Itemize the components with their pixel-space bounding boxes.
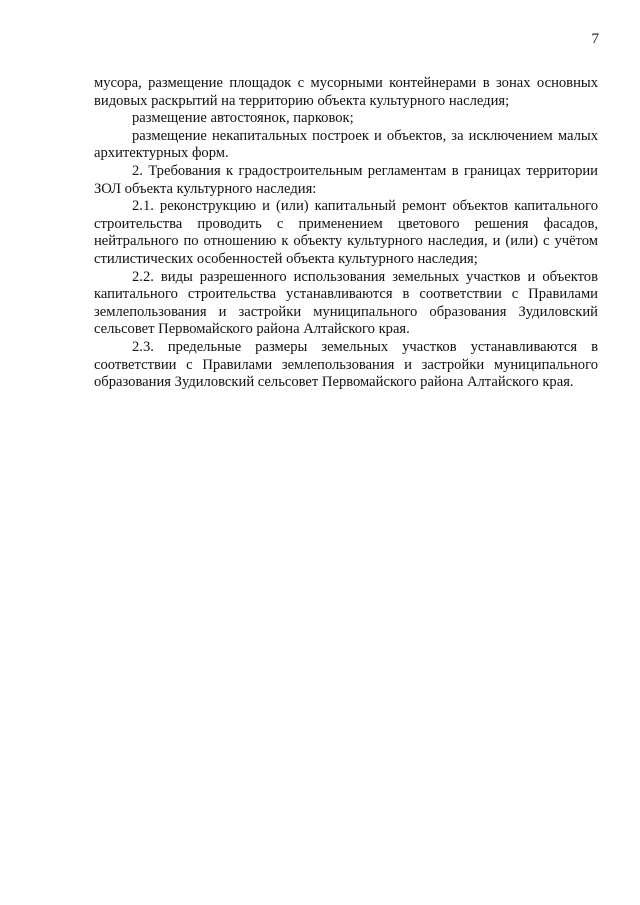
paragraph-2-1: 2.1. реконструкцию и (или) капитальный ремонт объектов капитального строительства проводить с применением цветового решения фасадов, нейтрального по отношению к объекту культурного наследия, и (или) с учётом стилистических особенностей объекта культурного наследия;	[94, 198, 598, 267]
paragraph-section-2-heading: 2. Требования к градостроительным регламентам в границах территории ЗОЛ объекта культурного наследия:	[94, 162, 598, 197]
paragraph-2-3: 2.3. предельные размеры земельных участков устанавливаются в соответствии с Правилами землепользования и застройки муниципального образования Зудиловский сельсовет Первомайского района Алтайского края.	[94, 338, 598, 391]
paragraph-temporary-structures: размещение некапитальных построек и объектов, за исключением малых архитектурных форм.	[94, 127, 598, 162]
paragraph-waste-sites: мусора, размещение площадок с мусорными контейнерами в зонах основных видовых раскрытий на территорию объекта культурного наследия;	[94, 75, 598, 109]
document-body	[94, 75, 598, 392]
page-number: 7	[591, 31, 599, 47]
paragraph-2-2: 2.2. виды разрешенного использования земельных участков и объектов капитального строительства устанавливаются в соответствии с Правилами землепользования и застройки муниципального образования Зудиловский сельсовет Первомайского района Алтайского края.	[94, 268, 598, 338]
paragraph-parking: размещение автостоянок, парковок;	[132, 110, 354, 127]
